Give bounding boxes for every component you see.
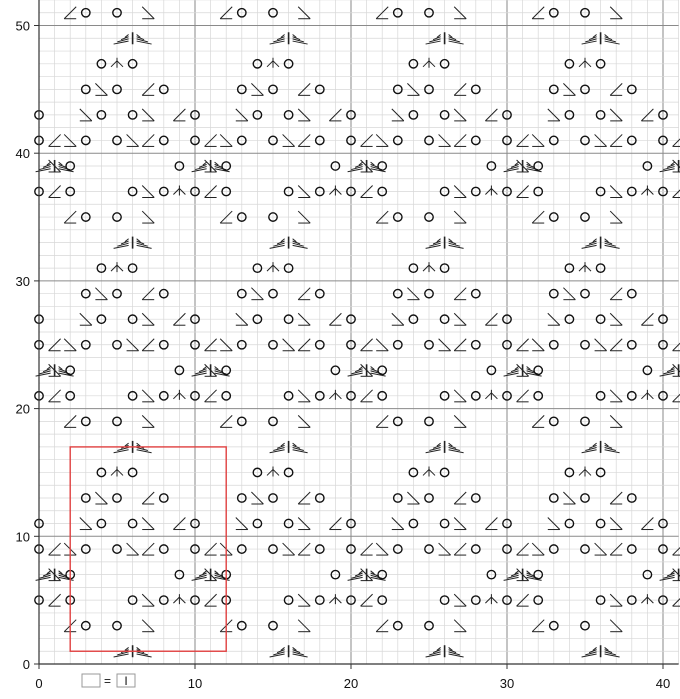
- dec9-left: [582, 450, 597, 453]
- dec3-symbol: [485, 186, 497, 196]
- y-tick-label: 40: [15, 146, 30, 162]
- y-tick-label: 50: [15, 18, 30, 34]
- dec3-symbol: [423, 466, 435, 476]
- dec9-right: [137, 654, 152, 657]
- dec9-left: [348, 169, 363, 172]
- dec3-symbol: [329, 594, 341, 604]
- dec3-symbol: [579, 58, 591, 68]
- dec3-symbol: [329, 390, 341, 400]
- dec9-right: [449, 41, 464, 44]
- dec9-right: [605, 245, 620, 248]
- dec3-symbol: [423, 58, 435, 68]
- dec9-left: [504, 373, 519, 376]
- dec9-right: [293, 41, 308, 44]
- chart-grid: [39, 0, 679, 664]
- dec3-symbol: [329, 186, 341, 196]
- dec9-left: [426, 245, 441, 248]
- chart-legend: [82, 674, 135, 688]
- dec9-left: [660, 577, 675, 580]
- dec9-right: [293, 450, 308, 453]
- dec9-left: [504, 577, 519, 580]
- y-tick-label: 20: [15, 401, 30, 417]
- dec9-left: [114, 450, 129, 453]
- y-tick-label: 10: [15, 529, 30, 545]
- dec9-right: [137, 41, 152, 44]
- x-tick-label: 0: [35, 676, 43, 691]
- dec9-right: [137, 245, 152, 248]
- dec9-right: [605, 41, 620, 44]
- dec3-symbol: [267, 58, 279, 68]
- dec9-left: [192, 577, 207, 580]
- dec9-right: [137, 450, 152, 453]
- x-tick-label: 30: [499, 676, 515, 691]
- dec9-left: [114, 654, 129, 657]
- dec9-left: [270, 245, 285, 248]
- dec3-symbol: [641, 390, 653, 400]
- dec3-symbol: [423, 262, 435, 272]
- dec9-left: [426, 654, 441, 657]
- dec3-symbol: [579, 262, 591, 272]
- dec9-right: [449, 450, 464, 453]
- dec9-left: [114, 41, 129, 44]
- dec3-symbol: [267, 262, 279, 272]
- dec9-left: [582, 245, 597, 248]
- dec3-symbol: [485, 594, 497, 604]
- dec3-symbol: [641, 594, 653, 604]
- dec9-left: [36, 373, 51, 376]
- dec9-left: [348, 373, 363, 376]
- dec9-left: [114, 245, 129, 248]
- dec9-left: [192, 373, 207, 376]
- legend-value: I: [124, 674, 128, 688]
- dec9-left: [192, 169, 207, 172]
- dec3-symbol: [173, 390, 185, 400]
- dec9-left: [504, 169, 519, 172]
- dec3-symbol: [173, 186, 185, 196]
- dec3-symbol: [641, 186, 653, 196]
- dec9-right: [293, 245, 308, 248]
- dec9-right: [293, 654, 308, 657]
- dec9-left: [426, 450, 441, 453]
- dec9-left: [426, 41, 441, 44]
- legend-swatch: [82, 674, 100, 687]
- y-tick-label: 0: [22, 657, 30, 672]
- dec3-symbol: [267, 466, 279, 476]
- x-tick-label: 10: [187, 676, 203, 691]
- x-tick-label: 40: [655, 676, 671, 691]
- dec9-right: [449, 245, 464, 248]
- dec9-left: [36, 577, 51, 580]
- dec3-symbol: [111, 58, 123, 68]
- legend-equals: =: [104, 674, 112, 688]
- dec9-right: [605, 450, 620, 453]
- dec9-left: [270, 41, 285, 44]
- dec9-left: [36, 169, 51, 172]
- dec9-right: [449, 654, 464, 657]
- y-tick-label: 30: [15, 273, 30, 289]
- dec3-symbol: [579, 466, 591, 476]
- x-tick-label: 20: [343, 676, 359, 691]
- dec3-symbol: [485, 390, 497, 400]
- dec9-left: [270, 450, 285, 453]
- dec3-symbol: [111, 262, 123, 272]
- dec9-left: [660, 373, 675, 376]
- dec9-left: [348, 577, 363, 580]
- dec9-left: [270, 654, 285, 657]
- dec9-left: [582, 41, 597, 44]
- dec3-symbol: [173, 594, 185, 604]
- dec9-right: [605, 654, 620, 657]
- dec3-symbol: [111, 466, 123, 476]
- dec9-left: [660, 169, 675, 172]
- dec9-left: [582, 654, 597, 657]
